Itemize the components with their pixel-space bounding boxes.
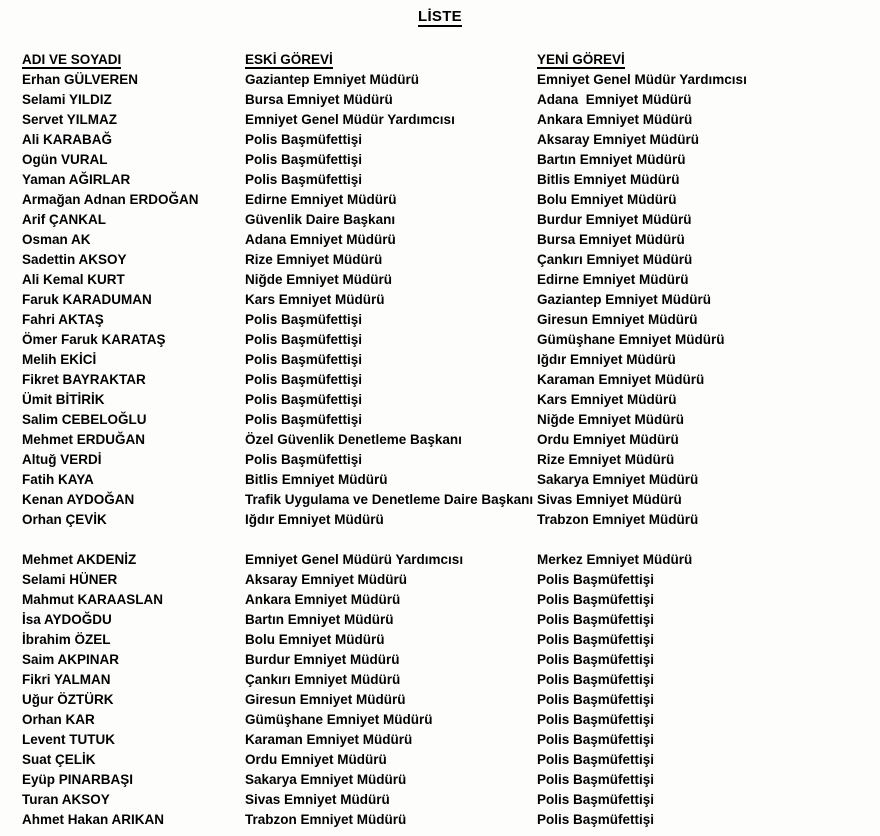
cell-name: Selami YILDIZ (22, 92, 112, 107)
cell-old-role: Bartın Emniyet Müdürü (245, 612, 394, 627)
table-row (22, 250, 872, 270)
cell-name: İbrahim ÖZEL (22, 632, 111, 647)
table-row (22, 430, 872, 450)
section-gap (22, 530, 872, 550)
table-row (22, 550, 872, 570)
cell-name: Selami HÜNER (22, 572, 118, 587)
cell-name: Orhan ÇEVİK (22, 512, 107, 527)
cell-new-role: Emniyet Genel Müdür Yardımcısı (537, 72, 747, 87)
cell-old-role: Çankırı Emniyet Müdürü (245, 672, 401, 687)
cell-name: Levent TUTUK (22, 732, 116, 747)
cell-name: Orhan KAR (22, 712, 95, 727)
cell-new-role: Sivas Emniyet Müdürü (537, 492, 682, 507)
cell-old-role: Sivas Emniyet Müdürü (245, 792, 390, 807)
cell-old-role: Bursa Emniyet Müdürü (245, 92, 393, 107)
cell-new-role: Polis Başmüfettişi (537, 592, 655, 607)
cell-old-role: Bitlis Emniyet Müdürü (245, 472, 388, 487)
table-row (22, 750, 872, 770)
cell-new-role: Aksaray Emniyet Müdürü (537, 132, 700, 147)
cell-new-role: Adana Emniyet Müdürü (537, 92, 692, 107)
cell-old-role: Polis Başmüfettişi (245, 372, 363, 387)
cell-new-role: Merkez Emniyet Müdürü (537, 552, 693, 567)
table-row (22, 90, 872, 110)
cell-new-role: Polis Başmüfettişi (537, 812, 655, 827)
cell-name: Eyüp PINARBAŞI (22, 772, 134, 787)
table-row (22, 450, 872, 470)
cell-old-role: Gümüşhane Emniyet Müdürü (245, 712, 433, 727)
cell-name: Mehmet AKDENİZ (22, 552, 137, 567)
table-row (22, 810, 872, 830)
table-row (22, 690, 872, 710)
cell-new-role: Polis Başmüfettişi (537, 792, 655, 807)
cell-old-role: Ordu Emniyet Müdürü (245, 752, 387, 767)
cell-old-role: Sakarya Emniyet Müdürü (245, 772, 407, 787)
table-row (22, 770, 872, 790)
cell-new-role: Polis Başmüfettişi (537, 572, 655, 587)
column-header-new-role-text: YENİ GÖREVİ (537, 52, 625, 67)
cell-name: Sadettin AKSOY (22, 252, 127, 267)
table-row (22, 590, 872, 610)
cell-new-role: Ankara Emniyet Müdürü (537, 112, 693, 127)
cell-old-role: Emniyet Genel Müdürü Yardımcısı (245, 552, 464, 567)
cell-name: Yaman AĞIRLAR (22, 172, 131, 187)
column-header-old-role-text: ESKİ GÖREVİ (245, 52, 333, 67)
cell-name: Fikri YALMAN (22, 672, 111, 687)
column-header-name-text: ADI VE SOYADI (22, 52, 122, 67)
cell-old-role: Polis Başmüfettişi (245, 392, 363, 407)
cell-new-role: Kars Emniyet Müdürü (537, 392, 677, 407)
cell-name: Saim AKPINAR (22, 652, 120, 667)
cell-name: Kenan AYDOĞAN (22, 492, 135, 507)
cell-name: Mahmut KARAASLAN (22, 592, 163, 607)
cell-old-role: Edirne Emniyet Müdürü (245, 192, 397, 207)
table-row (22, 310, 872, 330)
cell-new-role: Trabzon Emniyet Müdürü (537, 512, 699, 527)
table-row (22, 630, 872, 650)
table-row (22, 610, 872, 630)
cell-old-role: Polis Başmüfettişi (245, 172, 363, 187)
table-row (22, 410, 872, 430)
cell-name: Altuğ VERDİ (22, 452, 102, 467)
cell-new-role: Gümüşhane Emniyet Müdürü (537, 332, 725, 347)
cell-old-role: Bolu Emniyet Müdürü (245, 632, 385, 647)
cell-old-role: Niğde Emniyet Müdürü (245, 272, 393, 287)
cell-old-role: Adana Emniyet Müdürü (245, 232, 396, 247)
page-title-text: LİSTE (417, 8, 462, 25)
cell-name: Mehmet ERDUĞAN (22, 432, 146, 447)
cell-old-role: Polis Başmüfettişi (245, 312, 363, 327)
cell-name: İsa AYDOĞDU (22, 612, 112, 627)
cell-new-role: Burdur Emniyet Müdürü (537, 212, 692, 227)
table-row (22, 710, 872, 730)
table-row (22, 790, 872, 810)
cell-name: Fatih KAYA (22, 472, 94, 487)
cell-new-role: Bursa Emniyet Müdürü (537, 232, 685, 247)
cell-new-role: Bolu Emniyet Müdürü (537, 192, 677, 207)
cell-new-role: Polis Başmüfettişi (537, 772, 655, 787)
cell-name: Uğur ÖZTÜRK (22, 692, 114, 707)
cell-old-role: Polis Başmüfettişi (245, 452, 363, 467)
cell-name: Erhan GÜLVEREN (22, 72, 139, 87)
table-row (22, 490, 872, 510)
column-header-old-role (245, 50, 537, 70)
column-header-name (22, 50, 245, 70)
table-row (22, 230, 872, 250)
table-row (22, 470, 872, 490)
cell-new-role: Edirne Emniyet Müdürü (537, 272, 689, 287)
cell-new-role: Polis Başmüfettişi (537, 612, 655, 627)
table-row (22, 570, 872, 590)
table-row (22, 170, 872, 190)
cell-old-role: Aksaray Emniyet Müdürü (245, 572, 408, 587)
cell-name: Ahmet Hakan ARIKAN (22, 812, 165, 827)
cell-new-role: Çankırı Emniyet Müdürü (537, 252, 693, 267)
cell-old-role: Giresun Emniyet Müdürü (245, 692, 406, 707)
table-body (22, 70, 872, 830)
cell-name: Ümit BİTİRİK (22, 392, 105, 407)
table-row (22, 510, 872, 530)
cell-old-role: Emniyet Genel Müdür Yardımcısı (245, 112, 455, 127)
table-row (22, 70, 872, 90)
table-row (22, 390, 872, 410)
cell-old-role: Özel Güvenlik Denetleme Başkanı (245, 432, 462, 447)
cell-new-role: Polis Başmüfettişi (537, 712, 655, 727)
cell-new-role: Polis Başmüfettişi (537, 752, 655, 767)
cell-new-role: Iğdır Emniyet Müdürü (537, 352, 676, 367)
cell-new-role: Karaman Emniyet Müdürü (537, 372, 705, 387)
cell-name: Faruk KARADUMAN (22, 292, 152, 307)
cell-new-role: Ordu Emniyet Müdürü (537, 432, 679, 447)
cell-old-role: Kars Emniyet Müdürü (245, 292, 385, 307)
cell-name: Servet YILMAZ (22, 112, 118, 127)
table-row (22, 150, 872, 170)
cell-new-role: Niğde Emniyet Müdürü (537, 412, 685, 427)
cell-old-role: Güvenlik Daire Başkanı (245, 212, 396, 227)
cell-old-role: Polis Başmüfettişi (245, 332, 363, 347)
table-row (22, 330, 872, 350)
cell-name: Ali Kemal KURT (22, 272, 125, 287)
table-row (22, 190, 872, 210)
column-header-new-role (537, 50, 867, 70)
cell-new-role: Polis Başmüfettişi (537, 652, 655, 667)
cell-name: Ömer Faruk KARATAŞ (22, 332, 166, 347)
cell-name: Turan AKSOY (22, 792, 110, 807)
table-row (22, 650, 872, 670)
cell-old-role: Trabzon Emniyet Müdürü (245, 812, 407, 827)
cell-name: Arif ÇANKAL (22, 212, 106, 227)
cell-name: Fikret BAYRAKTAR (22, 372, 146, 387)
table-row (22, 730, 872, 750)
cell-new-role: Bitlis Emniyet Müdürü (537, 172, 680, 187)
table-row (22, 210, 872, 230)
table-row (22, 670, 872, 690)
cell-new-role: Gaziantep Emniyet Müdürü (537, 292, 712, 307)
table-row (22, 110, 872, 130)
cell-new-role: Polis Başmüfettişi (537, 672, 655, 687)
cell-old-role: Polis Başmüfettişi (245, 132, 363, 147)
cell-old-role: Burdur Emniyet Müdürü (245, 652, 400, 667)
table-row (22, 370, 872, 390)
cell-name: Ogün VURAL (22, 152, 108, 167)
cell-old-role: Trafik Uygulama ve Denetleme Daire Başkanı (245, 492, 534, 507)
cell-new-role: Polis Başmüfettişi (537, 632, 655, 647)
cell-old-role: Iğdır Emniyet Müdürü (245, 512, 384, 527)
cell-old-role: Karaman Emniyet Müdürü (245, 732, 413, 747)
cell-old-role: Polis Başmüfettişi (245, 352, 363, 367)
cell-new-role: Giresun Emniyet Müdürü (537, 312, 698, 327)
cell-new-role: Sakarya Emniyet Müdürü (537, 472, 699, 487)
cell-name: Melih EKİCİ (22, 352, 97, 367)
cell-name: Fahri AKTAŞ (22, 312, 104, 327)
cell-name: Armağan Adnan ERDOĞAN (22, 192, 199, 207)
table-row (22, 130, 872, 150)
cell-new-role: Polis Başmüfettişi (537, 692, 655, 707)
table-row (22, 290, 872, 310)
table-row (22, 270, 872, 290)
cell-new-role: Bartın Emniyet Müdürü (537, 152, 686, 167)
assignments-table (22, 50, 872, 830)
table-header-row (22, 50, 872, 70)
table-row (22, 350, 872, 370)
cell-old-role: Polis Başmüfettişi (245, 412, 363, 427)
cell-old-role: Rize Emniyet Müdürü (245, 252, 383, 267)
cell-new-role: Rize Emniyet Müdürü (537, 452, 675, 467)
cell-new-role: Polis Başmüfettişi (537, 732, 655, 747)
cell-name: Suat ÇELİK (22, 752, 96, 767)
cell-old-role: Polis Başmüfettişi (245, 152, 363, 167)
cell-name: Osman AK (22, 232, 91, 247)
cell-name: Salim CEBELOĞLU (22, 412, 147, 427)
cell-old-role: Gaziantep Emniyet Müdürü (245, 72, 420, 87)
cell-name: Ali KARABAĞ (22, 132, 112, 147)
cell-old-role: Ankara Emniyet Müdürü (245, 592, 401, 607)
page-title (0, 8, 880, 25)
